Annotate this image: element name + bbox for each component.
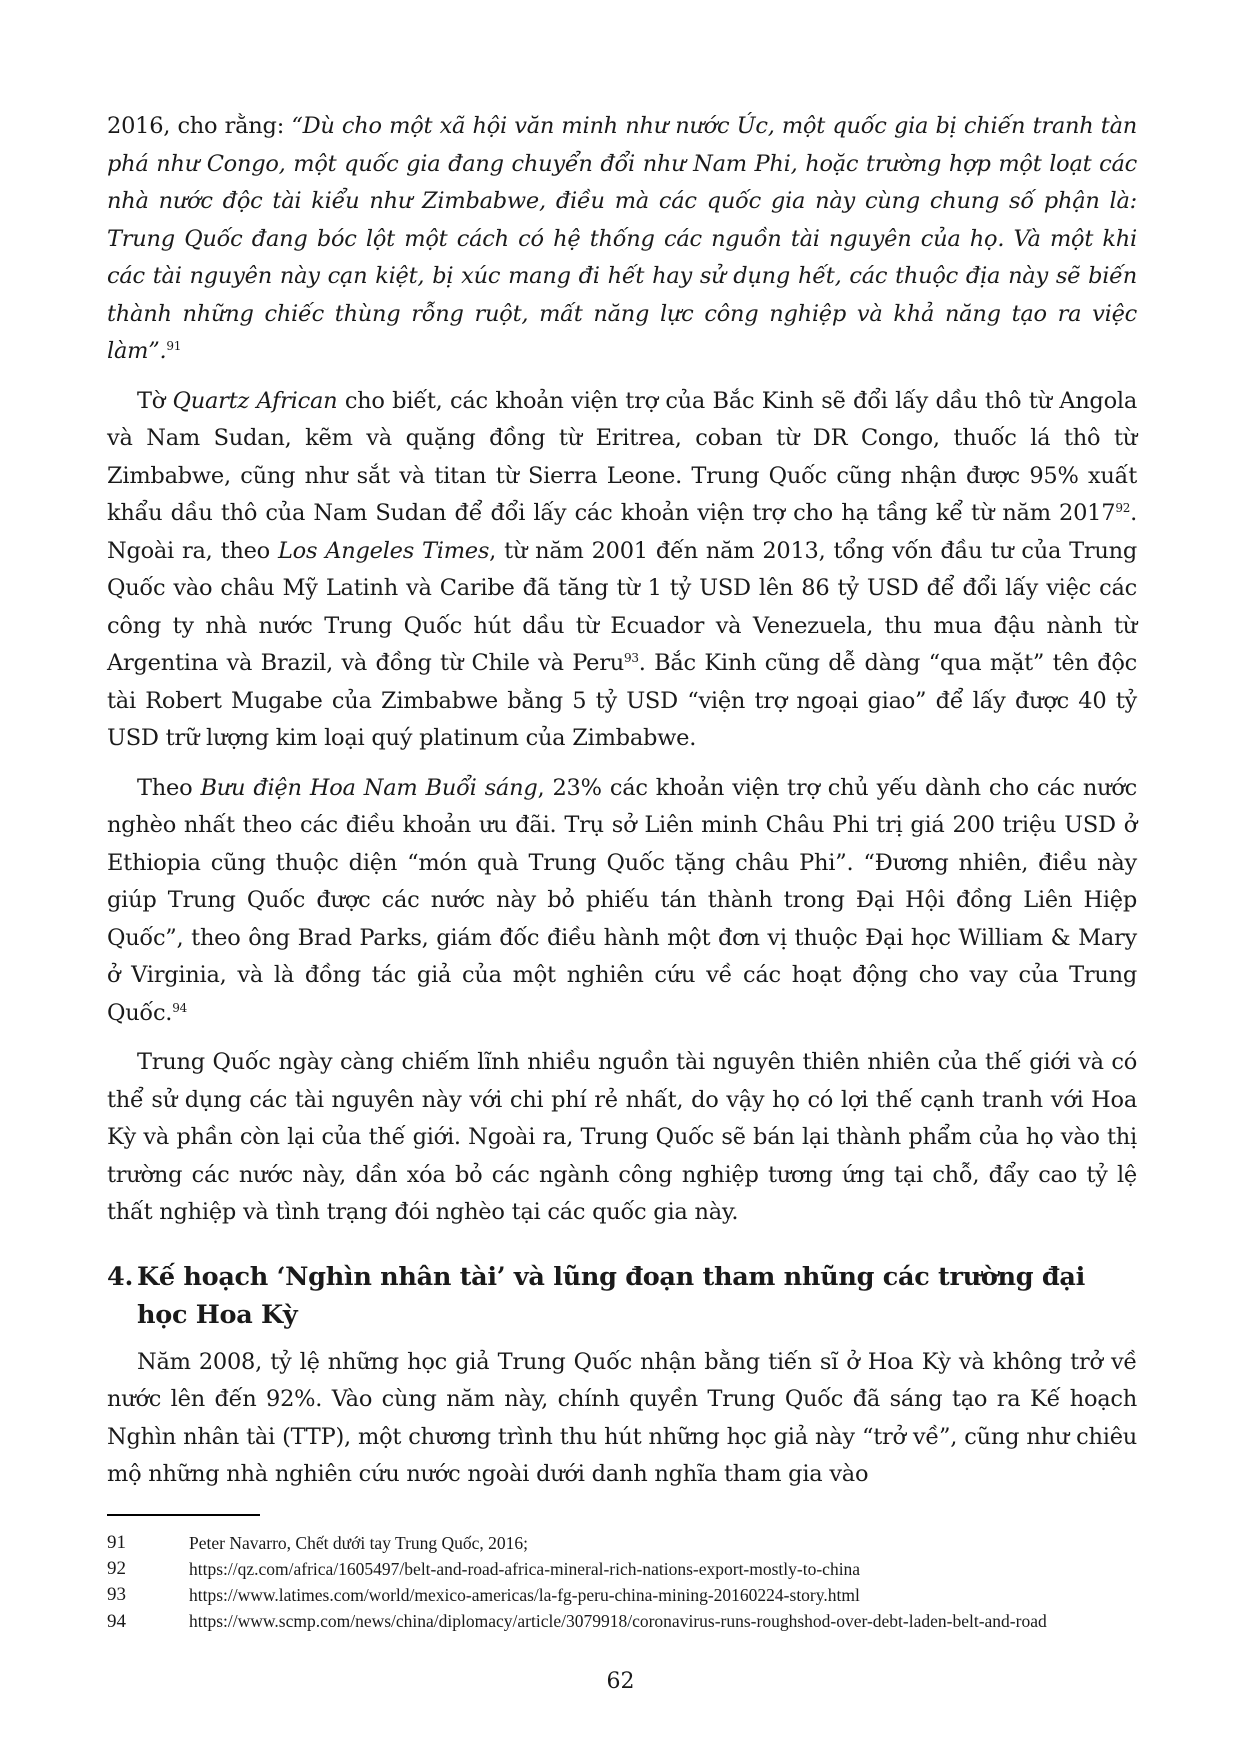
paragraph-3 — [107, 770, 1137, 1033]
footnote-ref-92[interactable]: 92 — [1115, 501, 1131, 515]
footnote-divider — [107, 1514, 260, 1516]
text-run: cho biết, các khoản viện trợ của Bắc Kinh sẽ đổi lấy dầu thô từ Angola và Nam Sudan, kẽm và quặng đồng từ Eritrea, coban từ DR Congo, thuốc lá thô từ Zimbabwe, cũng như sắt và titan từ Sierra Leone. Trung Quốc cũng nhận được 95% xuất khẩu dầu thô của Nam Sudan để đổi lấy các khoản viện trợ cho hạ tầng kể từ năm 2017 — [107, 387, 1137, 526]
footnote — [107, 1530, 1137, 1556]
section-number: 4. — [107, 1261, 134, 1292]
footnote-link[interactable]: https://qz.com/africa/1605497/belt-and-road-africa-mineral-rich-nations-export-mostly-to-china — [189, 1558, 861, 1579]
footnote-text: Peter Navarro, Chết dưới tay Trung Quốc, 2016; — [189, 1532, 529, 1553]
footnote-number: 93 — [107, 1583, 126, 1605]
paragraph-5: Năm 2008, tỷ lệ những học giả Trung Quốc nhận bằng tiến sĩ ở Hoa Kỳ và không trở về nước lên đến 92%. Vào cùng năm này, chính quyền Trung Quốc đã sáng tạo ra Kế hoạch Nghìn nhân tài (TTP), một chương trình thu hút những học giả này “trở về”, cũng như chiêu mộ những nhà nghiên cứu nước ngoài dưới danh nghĩa tham gia vào — [107, 1348, 1137, 1487]
page-number: 62 — [606, 1669, 635, 1694]
footnote-link[interactable]: https://www.latimes.com/world/mexico-americas/la-fg-peru-china-mining-20160224-story.html — [189, 1584, 860, 1605]
text-run: . Ngoài ra, theo — [107, 500, 1137, 564]
footnote-ref-93[interactable]: 93 — [623, 651, 639, 665]
page-content — [107, 108, 1137, 1635]
footnote — [107, 1608, 1137, 1635]
paragraph-1 — [107, 108, 1137, 371]
footnote-ref-94[interactable]: 94 — [172, 1000, 187, 1015]
footnote-number: 91 — [107, 1531, 126, 1553]
text-run: , từ năm 2001 đến năm 2013, tổng vốn đầu tư của Trung Quốc vào châu Mỹ Latinh và Caribe đã tăng từ 1 tỷ USD lên 86 tỷ USD để đổi lấy việc các công ty nhà nước Trung Quốc hút dầu từ Ecuador và Venezuela, thu mua đậu nành từ Argentina và Brazil, và đồng từ Chile và Peru — [107, 537, 1137, 676]
paragraph-2 — [107, 383, 1137, 758]
footnote-link[interactable]: https://www.scmp.com/news/china/diplomacy/article/3079918/coronavirus-runs-roughshod-over-debt-laden-belt-and-road — [189, 1610, 1047, 1631]
text-run: 2016, cho rằng: — [107, 113, 292, 139]
footnote-number: 94 — [107, 1610, 126, 1632]
footnote — [107, 1582, 1137, 1608]
footnote — [107, 1556, 1137, 1582]
source-title: Los Angeles Times — [277, 537, 490, 564]
section-heading — [107, 1258, 1137, 1334]
footnote-number: 92 — [107, 1557, 126, 1579]
paragraph-4: Trung Quốc ngày càng chiếm lĩnh nhiều nguồn tài nguyên thiên nhiên của thế giới và có thể sử dụng các tài nguyên này với chi phí rẻ nhất, do vậy họ có lợi thế cạnh tranh với Hoa Kỳ và phần còn lại của thế giới. Ngoài ra, Trung Quốc sẽ bán lại thành phẩm của họ vào thị trường các nước này, dần xóa bỏ các ngành công nghiệp tương ứng tại chỗ, đẩy cao tỷ lệ thất nghiệp và tình trạng đói nghèo tại các quốc gia này. — [107, 1049, 1137, 1225]
quote-text: “Dù cho một xã hội văn minh như nước Úc, một quốc gia bị chiến tranh tàn phá như Congo, một quốc gia đang chuyển đổi như Nam Phi, hoặc trường hợp một loạt các nhà nước độc tài kiểu như Zimbabwe, điều mà các quốc gia này cùng chung số phận là: Trung Quốc đang bóc lột một cách có hệ thống các nguồn tài nguyên của họ. Và một khi các tài nguyên này cạn kiệt, bị xúc mang đi hết hay sử dụng hết, các thuộc địa này sẽ biến thành những chiếc thùng rỗng ruột, mất năng lực công nghiệp và khả năng tạo ra việc làm”. — [107, 113, 1138, 364]
text-run: Theo — [137, 774, 201, 801]
text-run: , 23% các khoản viện trợ chủ yếu dành cho các nước nghèo nhất theo các điều khoản ưu đãi. Trụ sở Liên minh Châu Phi trị giá 200 triệu USD ở Ethiopia cũng thuộc diện “món quà Trung Quốc tặng châu Phi”. “Đương nhiên, điều này giúp Trung Quốc được các nước này bỏ phiếu tán thành trong Đại Hội đồng Liên Hiệp Quốc”, theo ông Brad Parks, giám đốc điều hành một đơn vị thuộc Đại học William & Mary ở Virginia, và là đồng tác giả của một nghiên cứu về các hoạt động cho vay của Trung Quốc. — [107, 774, 1138, 1026]
text-run: Tờ — [137, 387, 173, 414]
source-title: Quartz African — [172, 387, 338, 414]
footnote-ref-91[interactable]: 91 — [166, 339, 182, 353]
source-title: Bưu điện Hoa Nam Buổi sáng — [200, 774, 538, 801]
section-title: Kế hoạch ‘Nghìn nhân tài’ và lũng đoạn tham nhũng các trường đại học Hoa Kỳ — [137, 1261, 1086, 1330]
text-run: . Bắc Kinh cũng dễ dàng “qua mặt” tên độc tài Robert Mugabe của Zimbabwe bằng 5 tỷ USD “viện trợ ngoại giao” để lấy được 40 tỷ USD trữ lượng kim loại quý platinum của Zimbabwe. — [107, 650, 1137, 751]
